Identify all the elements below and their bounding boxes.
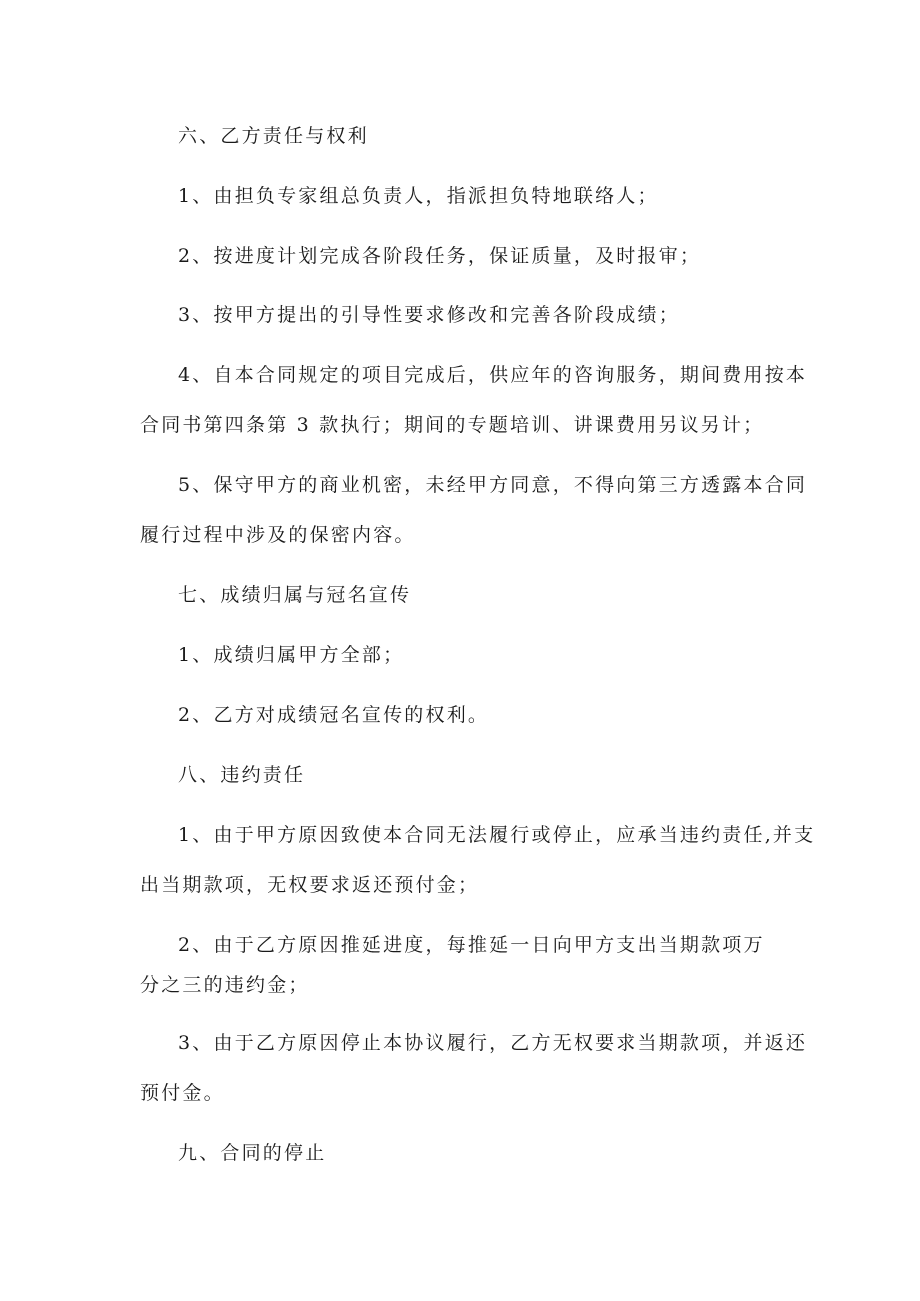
section-6-item-1: 1、由担负专家组总负责人，指派担负特地联络人；	[178, 185, 659, 207]
section-9-heading: 九、合同的停止	[178, 1142, 327, 1164]
section-6-item-2: 2、按进度计划完成各阶段任务，保证质量，及时报审；	[178, 245, 702, 267]
section-8-item-1-line-1: 1、由于甲方原因致使本合同无法履行或停止，应承当违约责任,并支	[178, 824, 816, 846]
section-6-item-5-line-1: 5、保守甲方的商业机密，未经甲方同意，不得向第三方透露本合同	[178, 474, 808, 496]
section-8-item-3-line-2: 预付金。	[140, 1082, 225, 1104]
section-7-heading: 七、成绩归属与冠名宣传	[178, 584, 412, 606]
section-6-item-3: 3、按甲方提出的引导性要求修改和完善各阶段成绩；	[178, 304, 680, 326]
section-8-heading: 八、违约责任	[178, 764, 306, 786]
section-7-item-2: 2、乙方对成绩冠名宣传的权利。	[178, 704, 490, 726]
section-7-item-1: 1、成绩归属甲方全部；	[178, 644, 405, 666]
section-6-item-4-line-2: 合同书第四条第 3 款执行；期间的专题培训、讲课费用另议另计；	[140, 414, 765, 436]
section-6-item-5-line-2: 履行过程中涉及的保密内容。	[140, 524, 416, 546]
section-8-item-1-line-2: 出当期款项，无权要求返还预付金；	[140, 874, 480, 896]
section-6-item-4-line-1: 4、自本合同规定的项目完成后，供应年的咨询服务，期间费用按本	[178, 364, 808, 386]
section-8-item-2-line-2: 分之三的违约金；	[140, 974, 310, 996]
section-8-item-3-line-1: 3、由于乙方原因停止本协议履行，乙方无权要求当期款项，并返还	[178, 1032, 808, 1054]
section-6-heading: 六、乙方责任与权利	[178, 125, 369, 147]
section-8-item-2-line-1: 2、由于乙方原因推延进度，每推延一日向甲方支出当期款项万	[178, 934, 765, 956]
